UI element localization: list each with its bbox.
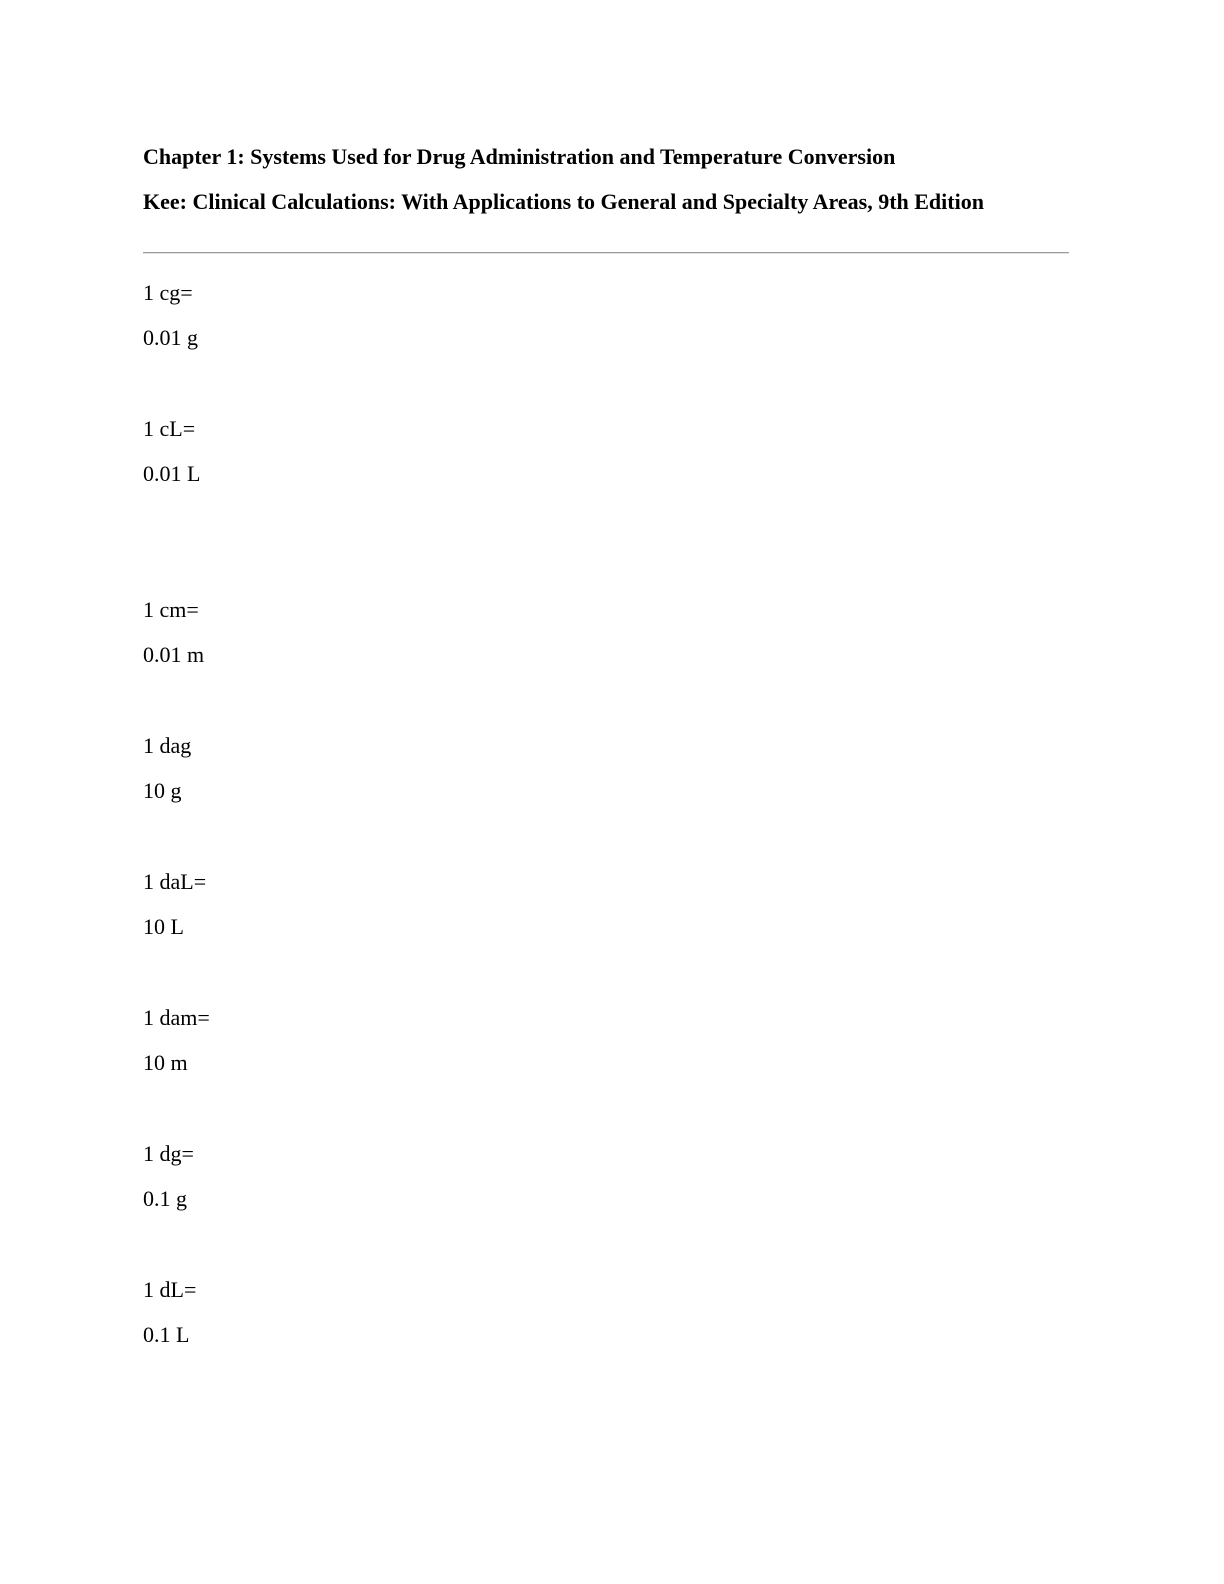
card-definition: 10 g <box>143 778 182 803</box>
card-definition: 0.1 g <box>143 1186 187 1211</box>
card-definition: 10 L <box>143 914 184 939</box>
document-title: Chapter 1: Systems Used for Drug Administration and Temperature Conversion <box>143 144 896 169</box>
card-term: 1 dag <box>143 733 192 758</box>
card-term: 1 cL= <box>143 416 196 441</box>
card-definition: 0.01 L <box>143 461 201 486</box>
card-definition: 0.1 L <box>143 1322 190 1347</box>
card-definition: 0.01 g <box>143 325 198 350</box>
card-term: 1 dg= <box>143 1141 194 1166</box>
card-term: 1 dam= <box>143 1005 210 1030</box>
card-definition: 0.01 m <box>143 642 205 667</box>
card-definition: 10 m <box>143 1050 188 1075</box>
card-term: 1 dL= <box>143 1277 197 1302</box>
card-term: 1 cg= <box>143 280 193 305</box>
card-term: 1 daL= <box>143 869 207 894</box>
card-term: 1 cm= <box>143 597 199 622</box>
horizontal-divider <box>143 252 1069 254</box>
document-subtitle: Kee: Clinical Calculations: With Applications to General and Specialty Areas, 9th Edition <box>143 189 984 214</box>
